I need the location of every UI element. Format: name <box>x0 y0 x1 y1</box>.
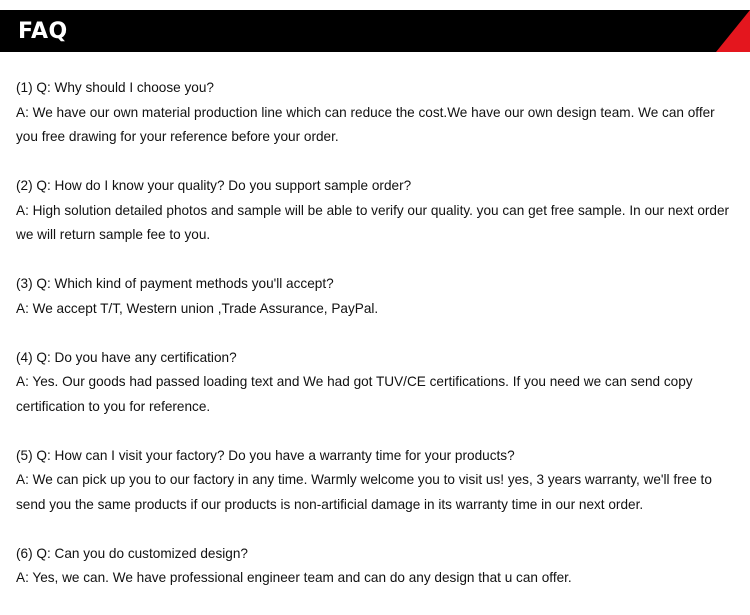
faq-item <box>16 346 740 420</box>
faq-answer: A: We can pick up you to our factory in any time. Warmly welcome you to visit us! yes, 3 years warranty, we'll free to send you the same products if our products is non-artificial damage in its warranty time in our next order. <box>16 472 712 512</box>
faq-question: (3) Q: Which kind of payment methods you'll accept? <box>16 276 334 291</box>
faq-question: (1) Q: Why should I choose you? <box>16 80 214 95</box>
faq-list <box>16 76 740 615</box>
faq-question: (6) Q: Can you do customized design? <box>16 545 248 561</box>
faq-question: (5) Q: How can I visit your factory? Do you have a warranty time for your products? <box>16 447 515 463</box>
faq-question: (4) Q: Do you have any certification? <box>16 349 237 365</box>
faq-item <box>16 444 740 518</box>
faq-answer: A: We accept T/T, Western union ,Trade Assurance, PayPal. <box>16 300 379 316</box>
header-accent-stripe <box>716 10 750 52</box>
faq-item <box>16 174 740 248</box>
faq-item <box>16 272 740 321</box>
faq-item <box>16 542 740 591</box>
faq-answer: A: We have our own material production line which can reduce the cost.We have our own design team. We can offer you free drawing for your reference before your order. <box>16 104 715 144</box>
page-title: FAQ <box>18 19 68 44</box>
faq-item <box>16 76 740 150</box>
faq-answer: A: Yes, we can. We have professional engineer team and can do any design that u can offer. <box>16 570 572 585</box>
faq-question: (2) Q: How do I know your quality? Do you support sample order? <box>16 178 412 193</box>
faq-answer: A: Yes. Our goods had passed loading text and We had got TUV/CE certifications. If you need we can send copy certification to you for reference. <box>16 374 693 414</box>
faq-header-bar <box>0 10 750 52</box>
faq-answer: A: High solution detailed photos and sample will be able to verify our quality. you can get free sample. In our next order we will return sample fee to you. <box>16 202 730 242</box>
